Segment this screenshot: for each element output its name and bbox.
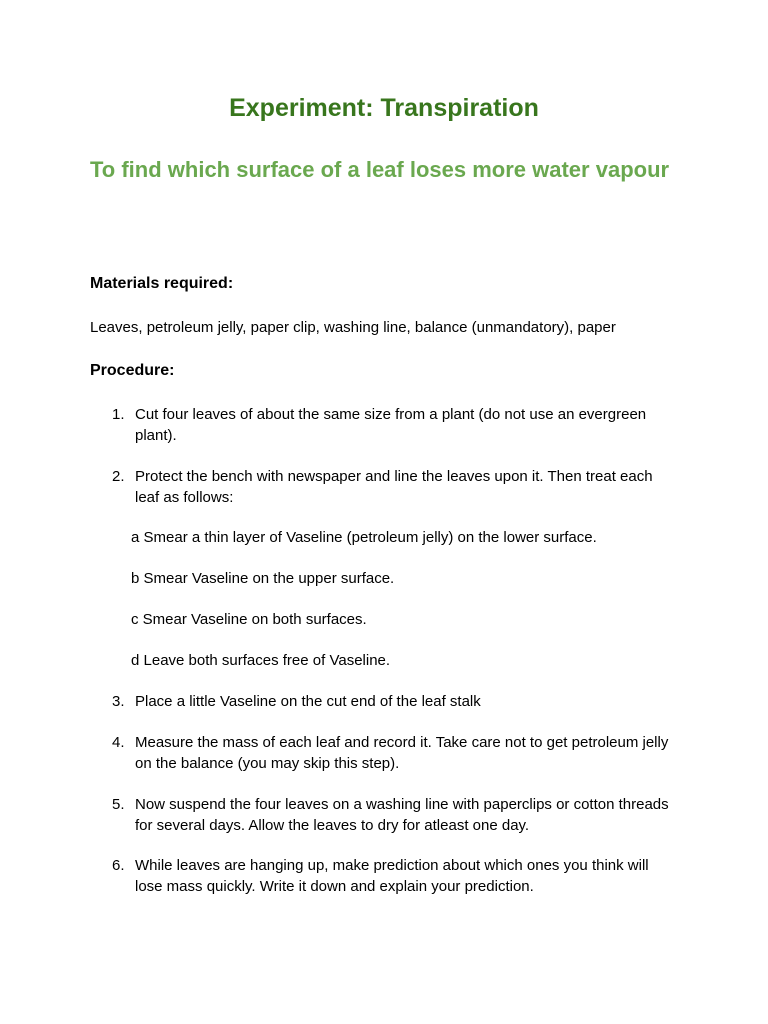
step-text: Cut four leaves of about the same size from a plant (do not use an evergreen plant). [135,406,647,444]
procedure-step [90,732,690,774]
procedure-step [90,466,690,508]
procedure-substep: a Smear a thin layer of Vaseline (petroleum jelly) on the lower surface. [131,529,597,546]
materials-text: Leaves, petroleum jelly, paper clip, washing line, balance (unmandatory), paper [90,319,616,336]
step-number: 4. [112,734,125,751]
procedure-substep: b Smear Vaseline on the upper surface. [131,570,395,587]
procedure-step [90,691,690,712]
step-number: 5. [112,796,125,813]
procedure-substep: d Leave both surfaces free of Vaseline. [131,652,391,669]
step-number: 3. [112,693,125,710]
step-number: 2. [112,468,125,485]
step-text: Protect the bench with newspaper and line the leaves upon it. Then treat each leaf as follows: [135,468,653,506]
procedure-step [90,855,690,897]
procedure-heading: Procedure: [90,362,175,379]
procedure-step [90,404,690,446]
step-text: Measure the mass of each leaf and record it. Take care not to get petroleum jelly on the balance (you may skip this step). [135,734,669,772]
step-text: While leaves are hanging up, make prediction about which ones you think will lose mass quickly. Write it down and explain your prediction. [135,857,649,895]
procedure-step [90,794,690,836]
document-subtitle: To find which surface of a leaf loses more water vapour [90,157,670,182]
step-text: Place a little Vaseline on the cut end of the leaf stalk [135,693,481,710]
materials-heading: Materials required: [90,275,234,292]
step-text: Now suspend the four leaves on a washing line with paperclips or cotton threads for several days. Allow the leaves to dry for atleast one day. [135,796,669,834]
document-title: Experiment: Transpiration [229,94,539,122]
procedure-substep: c Smear Vaseline on both surfaces. [131,611,367,628]
step-number: 6. [112,857,125,874]
step-number: 1. [112,406,125,423]
